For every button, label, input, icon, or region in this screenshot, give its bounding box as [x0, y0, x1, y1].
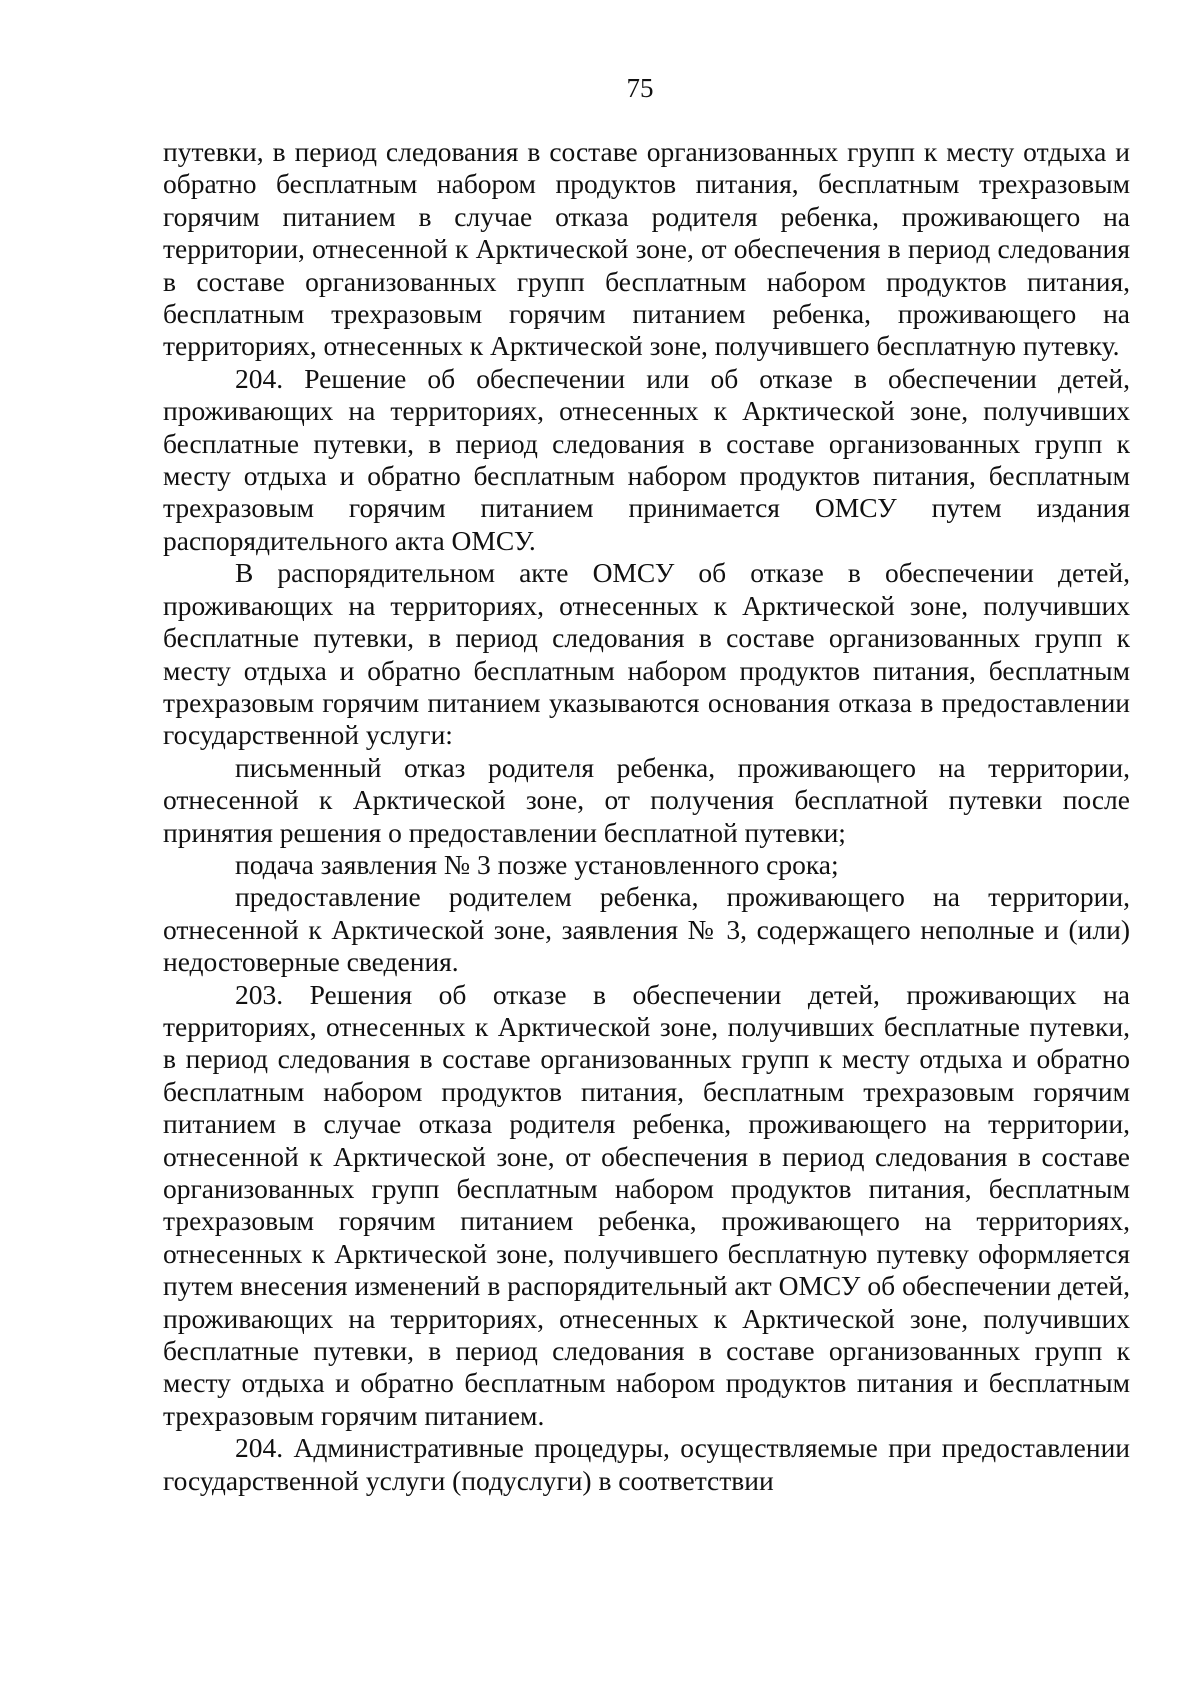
paragraph-204-procedures: 204. Административные процедуры, осуществляемые при предоставлении государственной услуги (подуслуги) в соответствии: [163, 1432, 1130, 1496]
paragraph-refusal-ground-2: подача заявления № 3 позже установленного срока;: [235, 848, 839, 880]
paragraph-203-decisions: 203. Решения об отказе в обеспечении детей, проживающих на территориях, отнесенных к Арктической зоне, получивших бесплатные путевки, в период следования в составе организованных групп к месту отдыха и обратно бесплатным набором продуктов питания, бесплатным трехразовым горячим питанием в случае отказа родителя ребенка, проживающего на территории, отнесенной к Арктической зоне, от обеспечения в период следования в составе организованных групп бесплатным набором продуктов питания, бесплатным трехразовым горячим питанием ребенка, проживающего на территориях, отнесенных к Арктической зоне, получившего бесплатную путевку оформляется путем внесения изменений в распорядительный акт ОМСУ об обеспечении детей, проживающих на территориях, отнесенных к Арктической зоне, получивших бесплатные путевки, в период следования в составе организованных групп к месту отдыха и обратно бесплатным набором продуктов питания и бесплатным трехразовым горячим питанием.: [163, 978, 1130, 1431]
paragraph-refusal-ground-3: предоставление родителем ребенка, проживающего на территории, отнесенной к Арктической зоне, заявления № 3, содержащего неполные и (или) недостоверные сведения.: [163, 881, 1130, 978]
paragraph-204-decision: 204. Решение об обеспечении или об отказе в обеспечении детей, проживающих на территориях, отнесенных к Арктической зоне, получивших бесплатные путевки, в период следования в составе организованных групп к месту отдыха и обратно бесплатным набором продуктов питания, бесплатным трехразовым горячим питанием принимается ОМСУ путем издания распорядительного акта ОМСУ.: [163, 362, 1130, 556]
document-body: [163, 136, 1130, 1497]
paragraph-refusal-act: В распорядительном акте ОМСУ об отказе в обеспечении детей, проживающих на территориях, отнесенных к Арктической зоне, получивших бесплатные путевки, в период следования в составе организованных групп к месту отдыха и обратно бесплатным набором продуктов питания, бесплатным трехразовым горячим питанием указываются основания отказа в предоставлении государственной услуги:: [163, 557, 1130, 751]
paragraph-refusal-ground-1: письменный отказ родителя ребенка, проживающего на территории, отнесенной к Арктической зоне, от получения бесплатной путевки после принятия решения о предоставлении бесплатной путевки;: [163, 751, 1130, 848]
page-number: 75: [626, 73, 654, 103]
paragraph-continuation: путевки, в период следования в составе организованных групп к месту отдыха и обратно бесплатным набором продуктов питания, бесплатным трехразовым горячим питанием в случае отказа родителя ребенка, проживающего на территории, отнесенной к Арктической зоне, от обеспечения в период следования в составе организованных групп бесплатным набором продуктов питания, бесплатным трехразовым горячим питанием ребенка, проживающего на территориях, отнесенных к Арктической зоне, получившего бесплатную путевку.: [163, 136, 1130, 362]
